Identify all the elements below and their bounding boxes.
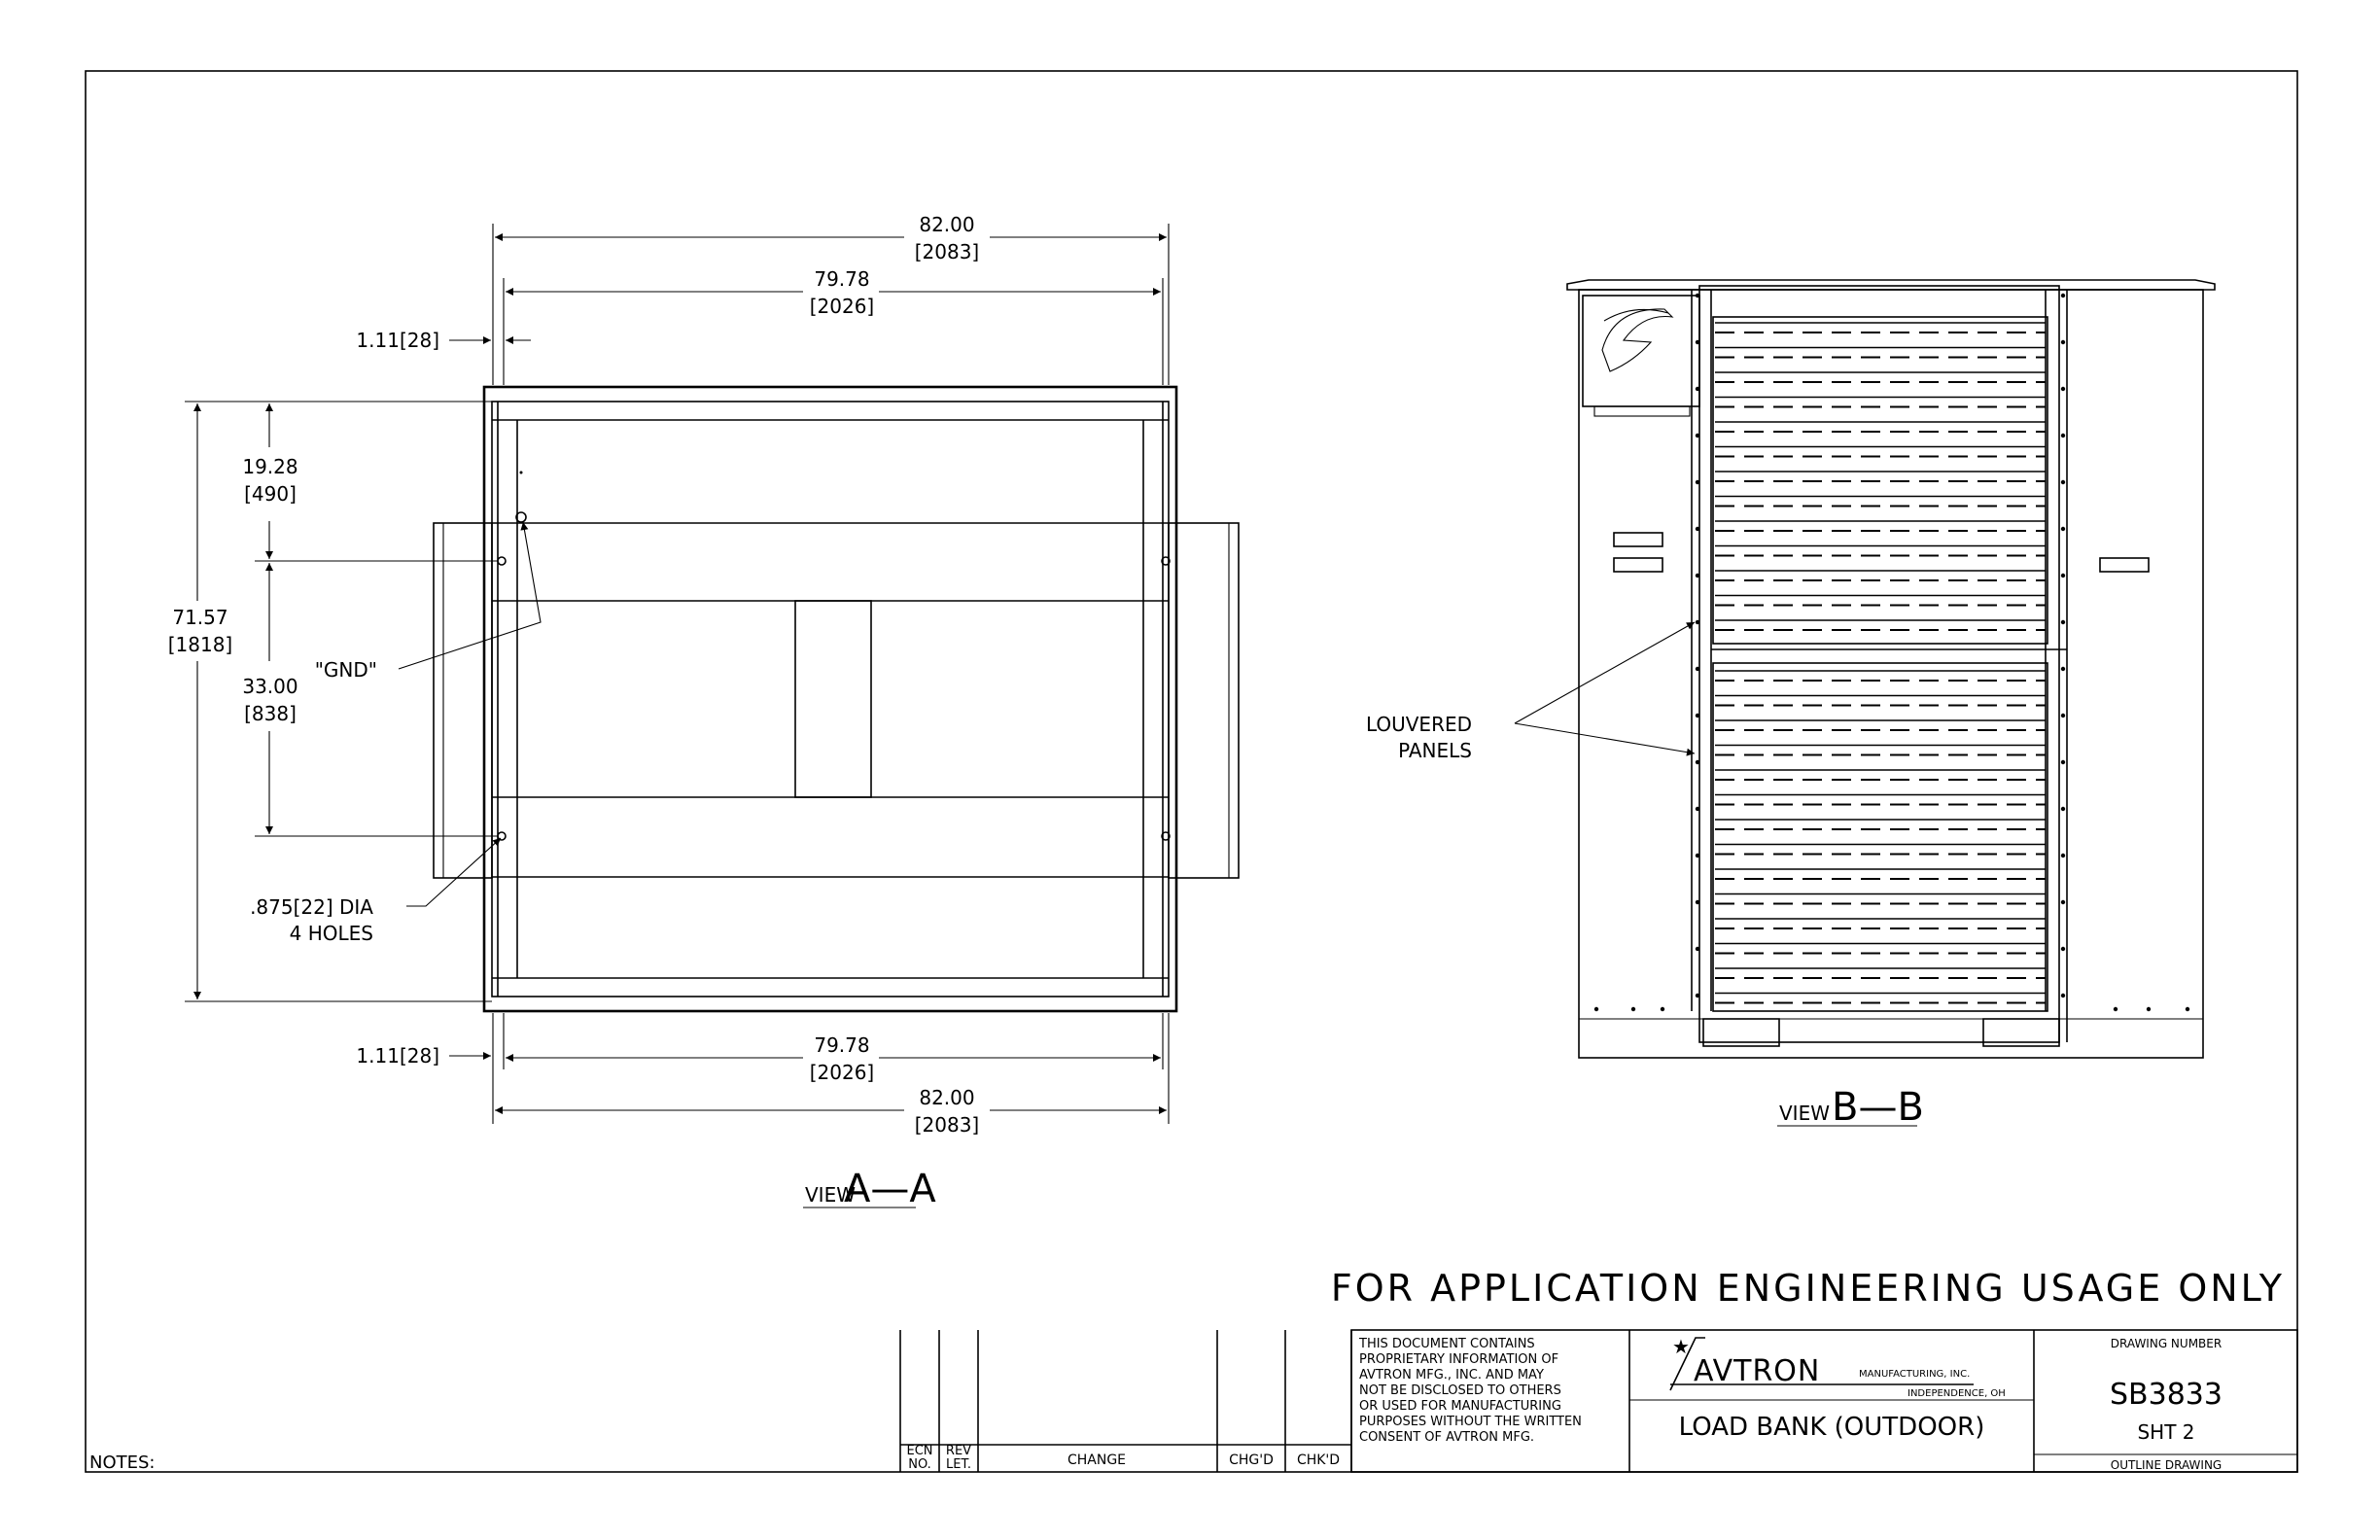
louver-label-line2: PANELS <box>1398 739 1472 762</box>
rivet <box>1696 340 1699 344</box>
rivet <box>1696 947 1699 951</box>
rivet <box>2186 1007 2189 1011</box>
dim-height: 71.57 <box>172 606 228 629</box>
dim-top-inner: 79.78 <box>814 267 870 291</box>
rivet <box>2147 1007 2151 1011</box>
rivet <box>1696 714 1699 718</box>
rivet <box>2061 620 2065 624</box>
rivet <box>2061 480 2065 484</box>
rivet <box>1696 434 1699 438</box>
drawing-number: SB3833 <box>2110 1378 2222 1412</box>
svg-text:CONSENT OF AVTRON MFG.: CONSENT OF AVTRON MFG. <box>1359 1430 1535 1445</box>
usage-banner: FOR APPLICATION ENGINEERING USAGE ONLY <box>1330 1267 2285 1310</box>
view-a-title: A—A <box>844 1167 936 1211</box>
drawing-type: OUTLINE DRAWING <box>2110 1458 2222 1472</box>
col-ecn-1: ECN <box>906 1444 933 1458</box>
view-a-outer-frame <box>484 387 1176 1011</box>
dim-top-outer-mm: [2083] <box>914 240 980 263</box>
notes-label: NOTES: <box>89 1452 156 1473</box>
view-a-right-flange <box>1169 523 1239 878</box>
rivet <box>2061 340 2065 344</box>
svg-text:NOT BE DISCLOSED TO OTHERS: NOT BE DISCLOSED TO OTHERS <box>1359 1383 1561 1398</box>
mounting-hole <box>498 557 506 565</box>
logo-text: AVTRON <box>1694 1354 1821 1388</box>
cabinet-body <box>1579 290 2203 1058</box>
dim-top-outer: 82.00 <box>919 213 975 236</box>
col-chgd: CHG'D <box>1229 1452 1274 1468</box>
rivet <box>2061 667 2065 671</box>
rivet <box>2061 574 2065 578</box>
rivet <box>2061 994 2065 998</box>
rivet <box>2061 947 2065 951</box>
dim-bottom-outer-mm: [2083] <box>914 1113 980 1137</box>
col-rev-2: LET. <box>946 1457 971 1472</box>
dim-bottom-outer: 82.00 <box>919 1086 975 1109</box>
rivet <box>2061 527 2065 531</box>
svg-text:THIS DOCUMENT CONTAINS: THIS DOCUMENT CONTAINS <box>1359 1337 1535 1351</box>
drawing-title: LOAD BANK (OUTDOOR) <box>1678 1413 1985 1442</box>
mounting-hole <box>498 832 506 840</box>
rivet <box>1696 760 1699 764</box>
drawing-number-label: DRAWING NUMBER <box>2110 1337 2222 1350</box>
rivet <box>1696 574 1699 578</box>
avtron-logo <box>1670 1335 2006 1399</box>
rivet <box>1696 667 1699 671</box>
roof <box>1567 280 2215 290</box>
rivet <box>1696 480 1699 484</box>
dim-height-mm: [1818] <box>167 633 233 656</box>
rivet <box>1696 854 1699 858</box>
dim-left-offset-top: 1.11[28] <box>356 329 439 352</box>
svg-text:PURPOSES WITHOUT THE WRITTEN: PURPOSES WITHOUT THE WRITTEN <box>1359 1415 1582 1429</box>
vent-slot <box>1614 533 1662 546</box>
vent-slot <box>2100 558 2149 572</box>
svg-text:AVTRON MFG., INC. AND MAY: AVTRON MFG., INC. AND MAY <box>1359 1368 1544 1382</box>
revision-table <box>900 1330 1351 1472</box>
dim-mid-mm: [838] <box>244 702 297 725</box>
view-b-b <box>1366 280 2215 1130</box>
rivet <box>1594 1007 1598 1011</box>
rivet <box>2114 1007 2118 1011</box>
dim-bottom-inner-mm: [2026] <box>809 1061 875 1084</box>
dim-upper: 19.28 <box>242 455 298 478</box>
rivet <box>2061 900 2065 904</box>
dim-bottom-inner: 79.78 <box>814 1033 870 1057</box>
proprietary-notice <box>1358 1337 1582 1445</box>
rivet <box>2061 714 2065 718</box>
view-a-center-opening <box>795 601 871 797</box>
rivet <box>1696 387 1699 391</box>
gnd-label: "GND" <box>314 658 377 682</box>
rivet <box>1631 1007 1635 1011</box>
rivet <box>1696 900 1699 904</box>
view-a-inner-frame <box>492 402 1169 997</box>
fan-icon <box>1602 309 1672 371</box>
sheet-border <box>86 71 2297 1472</box>
svg-text:OR USED FOR MANUFACTURING: OR USED FOR MANUFACTURING <box>1359 1399 1561 1414</box>
rivet <box>1696 294 1699 298</box>
col-rev-1: REV <box>945 1444 972 1458</box>
view-a-a <box>168 213 1239 1211</box>
vent-slot <box>1614 558 1662 572</box>
rivet <box>1696 807 1699 811</box>
view-b-title: B—B <box>1832 1085 1924 1130</box>
dim-upper-mm: [490] <box>244 482 297 506</box>
rivet <box>1696 994 1699 998</box>
rivet <box>2061 294 2065 298</box>
star-icon: ★ <box>1672 1335 1690 1358</box>
rivet <box>2061 760 2065 764</box>
louver-label-line1: LOUVERED <box>1365 713 1472 736</box>
rivet <box>2061 807 2065 811</box>
logo-sub1: MANUFACTURING, INC. <box>1859 1369 1971 1380</box>
col-ecn-2: NO. <box>908 1457 931 1472</box>
rivet <box>1696 620 1699 624</box>
view-a-title-prefix: VIEW <box>805 1183 856 1207</box>
rivet <box>2061 387 2065 391</box>
fan-box <box>1583 296 1699 406</box>
holes-label-line2: 4 HOLES <box>289 922 373 945</box>
dim-top-inner-mm: [2026] <box>809 295 875 318</box>
col-change: CHANGE <box>1067 1452 1127 1468</box>
title-block <box>1351 1330 2297 1472</box>
holes-label-line1: .875[22] DIA <box>250 895 373 919</box>
rivet <box>1696 527 1699 531</box>
view-b-title-prefix: VIEW <box>1779 1102 1830 1125</box>
rivet <box>2061 434 2065 438</box>
louver-panel-lower <box>1713 663 2048 1011</box>
col-chkd: CHK'D <box>1296 1452 1341 1468</box>
dim-mid: 33.00 <box>242 675 298 698</box>
svg-text:PROPRIETARY INFORMATION OF: PROPRIETARY INFORMATION OF <box>1359 1352 1559 1367</box>
sheet-number: SHT 2 <box>2137 1420 2195 1444</box>
rivet <box>1661 1007 1664 1011</box>
dim-left-offset-bottom: 1.11[28] <box>356 1044 439 1068</box>
rivet <box>2061 854 2065 858</box>
logo-sub2: INDEPENDENCE, OH <box>1908 1388 2006 1399</box>
